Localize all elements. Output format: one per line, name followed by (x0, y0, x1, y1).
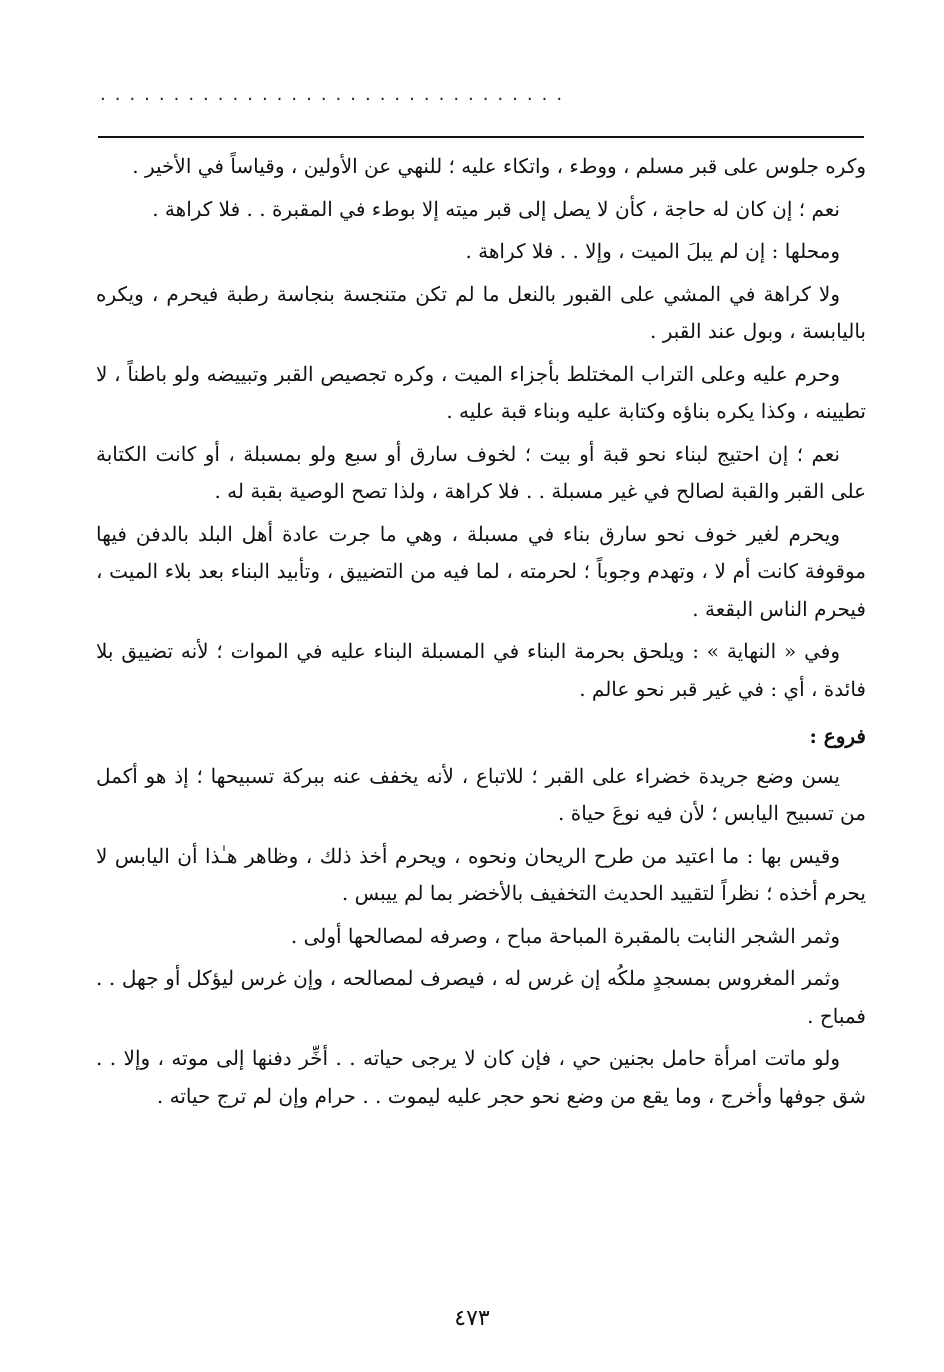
section-heading: فروع : (809, 724, 866, 748)
paragraph: نعم ؛ إن كان له حاجة ، كأن لا يصل إلى قبر ميته إلا بوطء في المقبرة . . فلا كراهة . (152, 196, 840, 221)
paragraph: وفي « النهاية » : ويلحق بحرمة البناء في المسبلة البناء عليه في الموات ؛ لأنه تضييق بلا فائدة ، أي : في غير قبر نحو عالم . (96, 639, 866, 701)
page-body (96, 148, 866, 1120)
section-paragraph: وثمر المغروس بمسجدٍ ملكُه إن غرس له ، فيصرف لمصالحه ، وإن غرس ليؤكل أو جهل . . فمباح . (96, 966, 866, 1028)
page-number: ٤٧٣ (454, 1306, 490, 1331)
section-paragraph: وثمر الشجر النابت بالمقبرة المباحة مباح ، وصرفه لمصالحها أولى . (290, 923, 840, 948)
header-rule (98, 136, 864, 138)
paragraph: ولا كراهة في المشي على القبور بالنعل ما لم تكن متنجسة بنجاسة رطبة فيحرم ، ويكره باليابسة ، وبول عند القبر . (96, 281, 866, 343)
paragraph: ويحرم لغير خوف نحو سارق بناء في مسبلة ، وهي ما جرت عادة أهل البلد بالدفن فيها موقوفة كانت أم لا ، وتهدم وجوباً ؛ لحرمته ، لما فيه من التضييق ، وتأبيد البناء بعد بلاء الميت ، فيحرم الناس البقعة . (96, 521, 866, 621)
paragraph: نعم ؛ إن احتيج لبناء نحو قبة أو بيت ؛ لخوف سارق أو سبع ولو بمسبلة ، أو كانت الكتابة على القبر والقبة لصالح في غير مسبلة . . فلا كراهة ، ولذا تصح الوصية بقبة له . (96, 441, 866, 503)
section-paragraph: يسن وضع جريدة خضراء على القبر ؛ للاتباع ، لأنه يخفف عنه ببركة تسبيحها ؛ إذ هو أكمل من تسبيح اليابس ؛ لأن فيه نوعَ حياة . (96, 763, 866, 825)
header-dotted-line: ................................ (100, 84, 572, 104)
paragraph: ومحلها : إن لم يبلَ الميت ، وإلا . . فلا كراهة . (465, 239, 840, 263)
section-paragraph: ولو ماتت امرأة حامل بجنين حي ، فإن كان لا يرجى حياته . . أخِّر دفنها إلى موته ، وإلا . . شق جوفها وأخرج ، وما يقع من وضع نحو حجر عليه ليموت . . حرام وإن لم ترج حياته . (96, 1046, 866, 1108)
paragraph: وكره جلوس على قبر مسلم ، ووطء ، واتكاء عليه ؛ للنهي عن الأولين ، وقياساً في الأخير . (132, 154, 866, 178)
section-paragraph: وقيس بها : ما اعتيد من طرح الريحان ونحوه ، ويحرم أخذ ذلك ، وظاهر هـٰذا أن اليابس لا يحرم أخذه ؛ نظراً لتقييد الحديث التخفيف بالأخضر بما لم ييبس . (96, 843, 866, 905)
paragraph: وحرم عليه وعلى التراب المختلط بأجزاء الميت ، وكره تجصيص القبر وتبييضه ولو باطناً ، لا تطيينه ، وكذا يكره بناؤه وكتابة عليه وبناء قبة عليه . (96, 361, 866, 423)
